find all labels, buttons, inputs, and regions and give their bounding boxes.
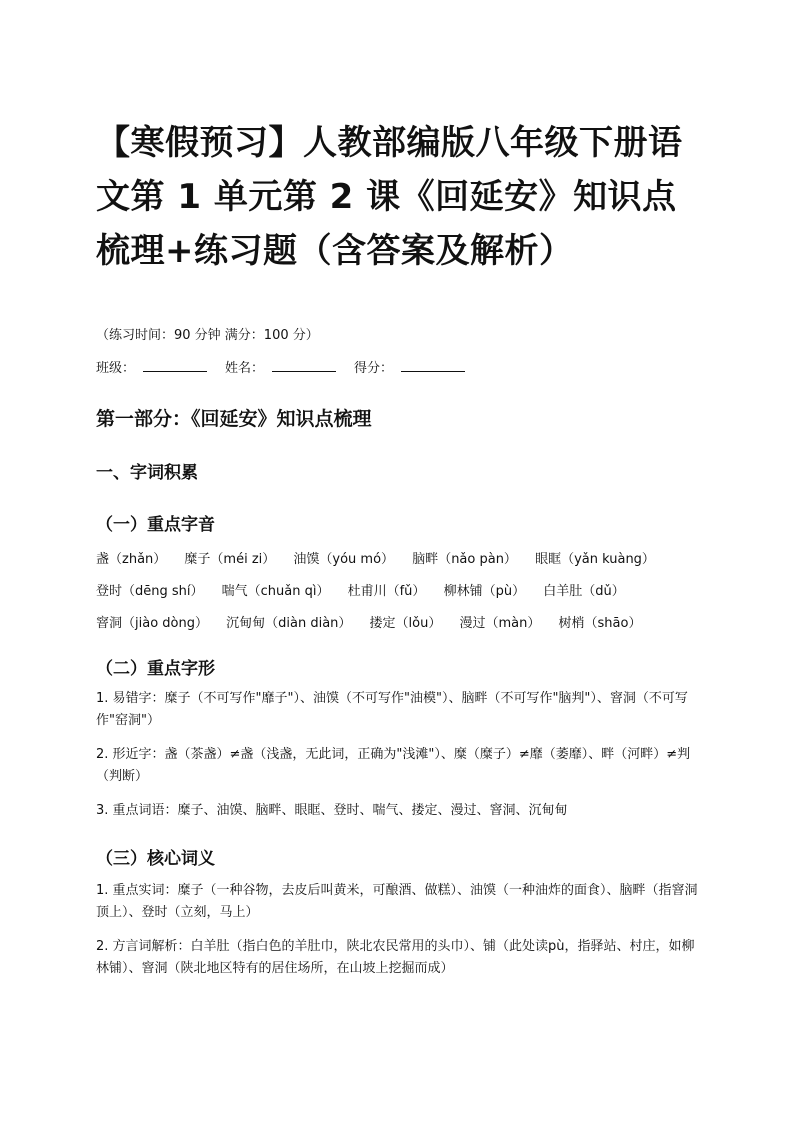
name-blank[interactable] bbox=[272, 359, 336, 372]
pronunciation-item: 树梢（shāo） bbox=[558, 616, 642, 631]
pronunciation-item: 登时（dēng shí） bbox=[96, 584, 204, 599]
pronunciation-item: 喘气（chuǎn qì） bbox=[221, 584, 330, 599]
sub1-heading: （一）重点字音 bbox=[96, 515, 215, 535]
pronunciation-item: 杜甫川（fǔ） bbox=[347, 584, 426, 599]
pronunciation-item: 窨洞（jiào dòng） bbox=[96, 616, 208, 631]
name-label: 姓名： bbox=[225, 361, 265, 376]
pronunciation-item: 沉甸甸（diàn diàn） bbox=[226, 616, 352, 631]
class-blank[interactable] bbox=[143, 359, 207, 372]
pronunciation-item: 搂定（lǒu） bbox=[369, 616, 442, 631]
sub2-heading: （二）重点字形 bbox=[96, 659, 215, 679]
part1-heading: 第一部分：《回延安》知识点梳理 bbox=[96, 408, 372, 430]
glyph-item: 3. 重点词语：糜子、油馍、脑畔、眼眶、登时、喘气、搂定、漫过、窨洞、沉甸甸 bbox=[96, 803, 568, 818]
meaning-item: 1. 重点实词：糜子（一种谷物，去皮后叫黄米，可酿酒、做糕）、油馍（一种油炸的面食）、脑畔（指窨洞顶上）、登时（立刻，马上） bbox=[96, 883, 698, 920]
student-info-line bbox=[96, 359, 475, 379]
glyph-item: 1. 易错字：糜子（不可写作"靡子"）、油馍（不可写作"油模"）、脑畔（不可写作"脑判"）、窨洞（不可写作"窑洞"） bbox=[96, 691, 688, 728]
pronunciation-item: 眼眶（yǎn kuàng） bbox=[535, 552, 655, 567]
score-label: 得分： bbox=[354, 361, 394, 376]
pronunciation-item: 盏（zhǎn） bbox=[96, 552, 167, 567]
section1-heading: 一、字词积累 bbox=[96, 463, 198, 483]
score-blank[interactable] bbox=[401, 359, 465, 372]
practice-time-line: （练习时间：90 分钟 满分：100 分） bbox=[96, 328, 319, 343]
pronunciation-item: 脑畔（nǎo pàn） bbox=[412, 552, 517, 567]
sub3-heading: （三）核心词义 bbox=[96, 849, 215, 869]
pronunciation-row bbox=[96, 612, 655, 631]
pronunciation-item: 柳林铺（pù） bbox=[443, 584, 526, 599]
pronunciation-row bbox=[96, 580, 639, 599]
pronunciation-item: 糜子（méi zi） bbox=[184, 552, 276, 567]
pronunciation-item: 白羊肚（dǔ） bbox=[543, 584, 625, 599]
pronunciation-row bbox=[96, 548, 669, 567]
pronunciation-item: 油馍（yóu mó） bbox=[293, 552, 395, 567]
glyph-item: 2. 形近字：盏（茶盏）≠盏（浅盏，无此词，正确为"浅滩"）、糜（糜子）≠靡（萎靡）、畔（河畔）≠判（判断） bbox=[96, 747, 691, 784]
pronunciation-item: 漫过（màn） bbox=[459, 616, 541, 631]
meaning-item: 2. 方言词解析：白羊肚（指白色的羊肚巾，陕北农民常用的头巾）、铺（此处读pù，指驿站、村庄，如柳林铺）、窨洞（陕北地区特有的居住场所，在山坡上挖掘而成） bbox=[96, 939, 695, 976]
document-title: 【寒假预习】人教部编版八年级下册语文第 1 单元第 2 课《回延安》知识点梳理+练习题（含答案及解析） bbox=[96, 123, 683, 271]
class-label: 班级： bbox=[96, 361, 136, 376]
